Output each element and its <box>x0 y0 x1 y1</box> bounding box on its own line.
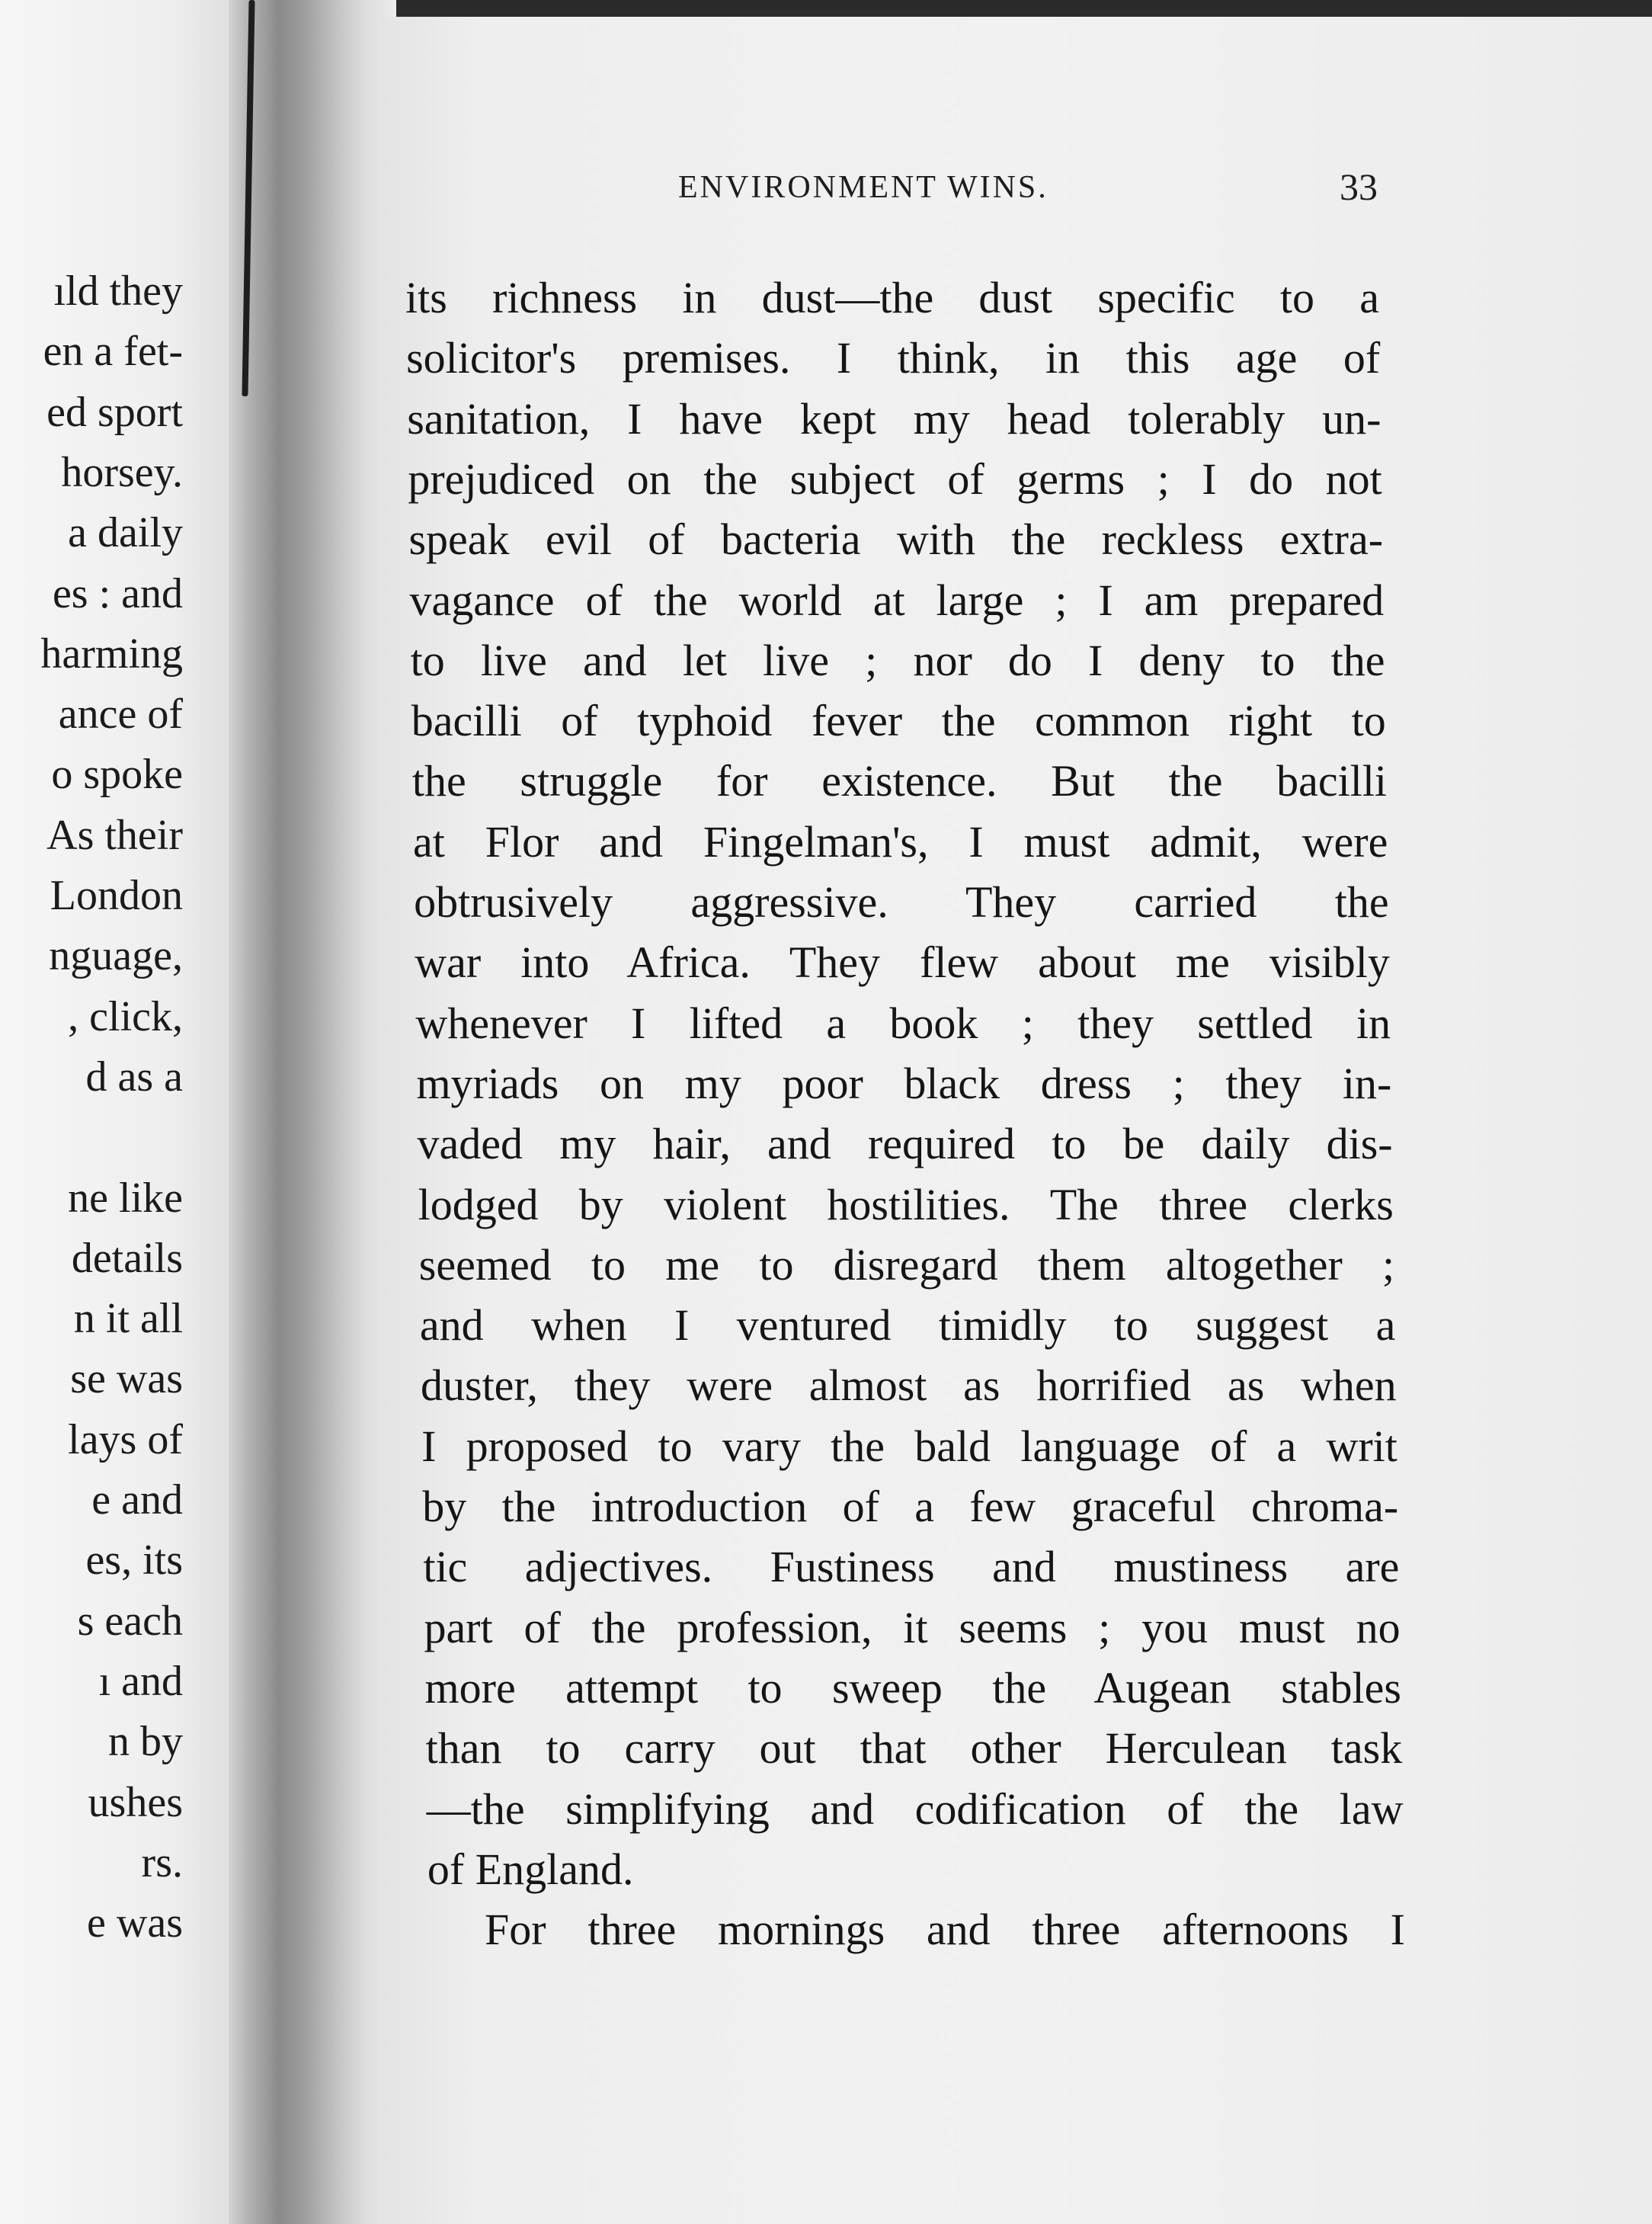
previous-page-line: e was <box>87 1899 183 1947</box>
previous-page-line: As their <box>46 811 183 859</box>
body-line: whenever I lifted a book ; they settled in <box>415 998 1391 1048</box>
body-line: seemed to me to disregard them altogether ; <box>418 1239 1395 1290</box>
body-line: prejudiced on the subject of germs ; I do not <box>408 453 1382 504</box>
body-line: tic adjectives. Fustiness and mustiness are <box>423 1542 1400 1592</box>
body-line: obtrusively aggressive. They carried the <box>414 877 1389 927</box>
previous-page-line: n it all <box>73 1295 183 1343</box>
body-line: lodged by violent hostilities. The three clerks <box>418 1179 1394 1229</box>
previous-page-fragment <box>0 0 244 2224</box>
body-line: the struggle for existence. But the bacilli <box>411 756 1388 806</box>
previous-page-line: lays of <box>68 1415 183 1463</box>
previous-page-line: ed sport <box>46 388 183 436</box>
previous-page-line: d as a <box>85 1053 183 1101</box>
body-line: part of the profession, it seems ; you must no <box>424 1602 1401 1652</box>
previous-page-line: es : and <box>52 569 183 617</box>
previous-page-line: ushes <box>88 1778 183 1826</box>
body-line: more attempt to sweep the Augean stables <box>424 1662 1401 1713</box>
previous-page-line: , click, <box>68 992 183 1040</box>
body-line: duster, they were almost as horrified as when <box>421 1360 1397 1411</box>
body-line: its richness in dust—the dust specific to a <box>405 273 1379 322</box>
previous-page-line: o spoke <box>51 751 183 799</box>
previous-page-line: ance of <box>58 691 183 739</box>
previous-page-line: ıld they <box>53 268 183 315</box>
previous-page-line: e and <box>91 1476 183 1524</box>
body-line: than to carry out that other Herculean task <box>425 1723 1403 1774</box>
body-line: sanitation, I have kept my head tolerably un- <box>407 393 1381 444</box>
body-line: vagance of the world at large ; I am prepared <box>409 575 1385 625</box>
body-line: —the simplifying and codification of the law <box>426 1783 1404 1834</box>
body-line: bacilli of typhoid fever the common right to <box>411 696 1386 746</box>
running-head: ENVIRONMENT WINS. <box>678 170 1049 205</box>
previous-page-line: en a fet- <box>43 328 183 376</box>
previous-page-line: se was <box>70 1355 183 1403</box>
scan-top-border <box>274 0 1652 17</box>
book-gutter-shadow <box>229 0 396 2224</box>
body-line: war into Africa. They flew about me visibly <box>415 937 1390 988</box>
body-line: at Flor and Fingelman's, I must admit, were <box>413 816 1388 867</box>
body-line: I proposed to vary the bald language of a writ <box>421 1421 1397 1471</box>
page-number: 33 <box>1340 165 1378 208</box>
body-line: by the introduction of a few graceful chroma- <box>422 1482 1399 1531</box>
previous-page-line: horsey. <box>61 448 183 496</box>
previous-page-line: n by <box>108 1718 183 1766</box>
previous-page-line: a daily <box>68 509 183 557</box>
previous-page-line: ne like <box>68 1174 183 1222</box>
previous-page-line: nguage, <box>49 932 183 980</box>
previous-page-line: London <box>50 872 183 919</box>
body-line: speak evil of bacteria with the reckless extra- <box>408 514 1384 565</box>
previous-page-line: es, its <box>85 1537 183 1585</box>
previous-page-line: rs. <box>141 1838 183 1886</box>
previous-page-line: ı and <box>98 1657 183 1705</box>
body-line: For three mornings and three afternoons I <box>485 1905 1405 1955</box>
body-line: to live and let live ; nor do I deny to the <box>410 635 1385 685</box>
previous-page-line: details <box>71 1234 183 1282</box>
body-line: of England. <box>427 1844 634 1894</box>
body-line: vaded my hair, and required to be daily dis- <box>417 1119 1393 1169</box>
previous-page-line: s each <box>77 1597 183 1645</box>
body-line: myriads on my poor black dress ; they in- <box>416 1058 1392 1108</box>
previous-page-line: harming <box>40 630 183 678</box>
body-line: solicitor's premises. I think, in this age of <box>406 333 1381 383</box>
body-line: and when I ventured timidly to suggest a <box>419 1300 1396 1351</box>
